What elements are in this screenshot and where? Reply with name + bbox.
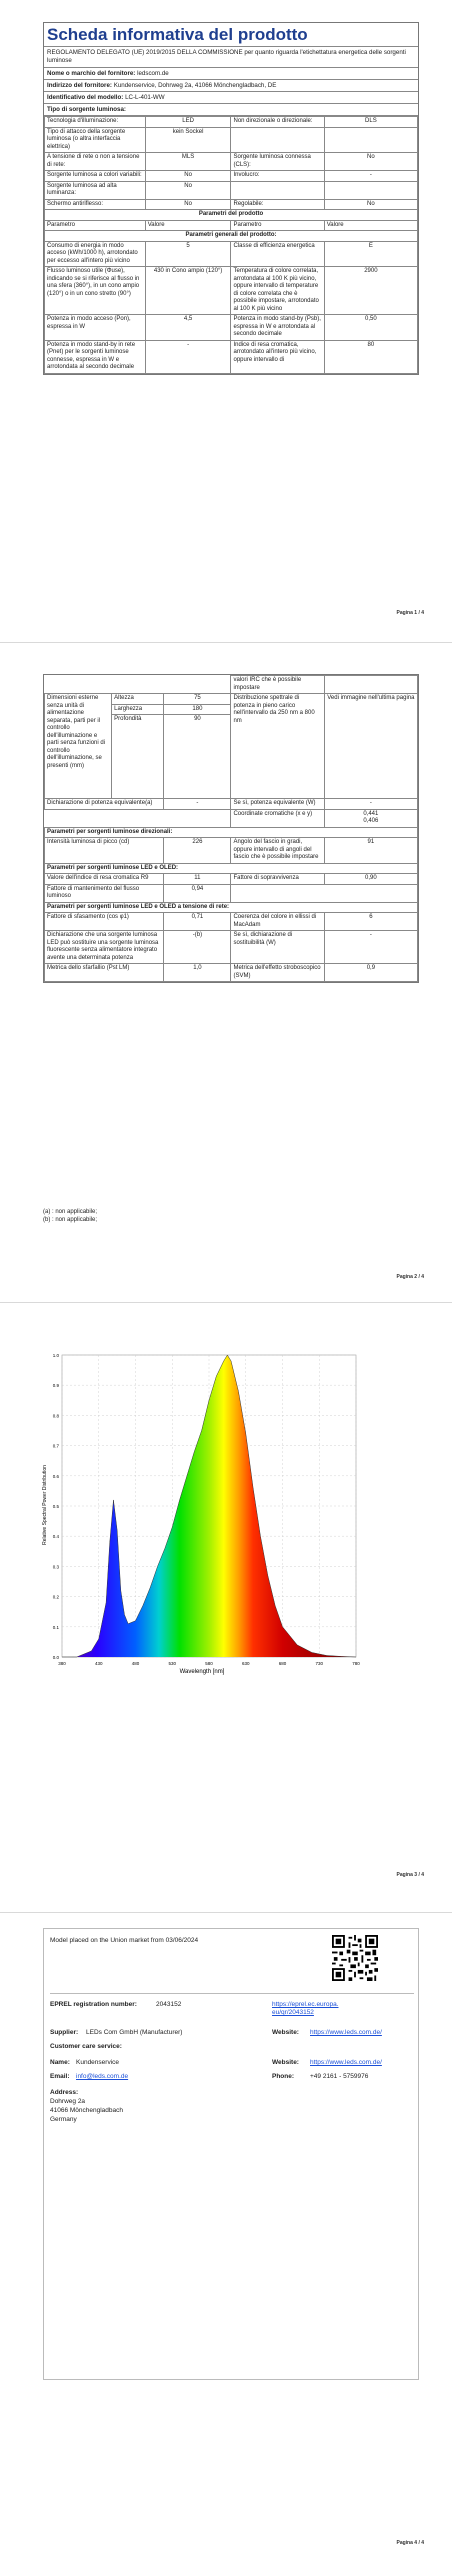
- value-cell: kein Sockel: [145, 127, 231, 153]
- x-tick-labels: [58, 1661, 360, 1666]
- table-row: [45, 340, 418, 373]
- model-market-text: Model placed on the Union market from 03/06/2024: [50, 1937, 199, 1944]
- general-header: Parametri generali del prodotto:: [45, 231, 418, 242]
- table-row: [45, 231, 418, 242]
- table-row: [45, 902, 418, 913]
- table-row: [45, 931, 418, 964]
- param-cell: Sorgente luminosa ad alta luminanza:: [45, 181, 146, 199]
- param-cell: Classe di efficienza energetica: [231, 241, 324, 267]
- dim-value: 180: [164, 704, 231, 715]
- param-cell: Sorgente luminosa a colori variabili:: [45, 171, 146, 182]
- param-cell: Indice di resa cromatica, arrotondato all'intero più vicino, oppure intervallo di: [231, 340, 324, 373]
- table-row: [45, 913, 418, 931]
- table-row: [45, 799, 418, 810]
- cri-continuation: valori IRC che è possibile impostare: [231, 676, 324, 694]
- eq-power-value2: -: [324, 799, 417, 810]
- y-tick-label: 0.8: [52, 1413, 59, 1419]
- eprel-info-card: [43, 1928, 419, 2380]
- table-row: [45, 199, 418, 210]
- param-cell: Sorgente luminosa connessa (CLS):: [231, 153, 324, 171]
- table-row: [45, 809, 418, 827]
- value-cell: [324, 127, 417, 153]
- table-row: [45, 863, 418, 874]
- value-cell: No: [145, 181, 231, 199]
- x-tick-label: 480: [131, 1661, 140, 1666]
- table-row: [45, 181, 418, 199]
- x-tick-label: 530: [168, 1661, 177, 1666]
- value-cell: 2900: [324, 267, 417, 315]
- supplier-address-label: Indirizzo del fornitore:: [47, 82, 112, 89]
- param-cell: Potenza in modo stand-by in rete (Pnet) per le sorgenti luminose connesse, espressa in W e arrotondata al secondo decimale: [45, 340, 146, 373]
- page-number: Pagina 3 / 4: [396, 1872, 424, 1878]
- dim-value: 90: [164, 715, 231, 799]
- website2-link[interactable]: https://www.leds.com.de/: [310, 2059, 382, 2066]
- phone-label: Phone:: [272, 2073, 295, 2080]
- mains-header: Parametri per sorgenti luminose LED e OLED a tensione di rete:: [45, 902, 418, 913]
- table-row: [45, 827, 418, 838]
- email-link[interactable]: info@leds.com.de: [76, 2073, 129, 2080]
- page-separator: [0, 642, 452, 643]
- chroma-value: [324, 809, 417, 827]
- chroma-label: Coordinate cromatiche (x e y): [231, 809, 324, 827]
- address-line: Dohrweg 2a: [50, 2098, 86, 2105]
- param-cell: Metrica dell'effetto stroboscopico (SVM): [231, 964, 324, 982]
- eq-power-value: -: [164, 799, 231, 810]
- supplier-address-row: [44, 80, 418, 92]
- y-tick-label: 0.7: [52, 1443, 59, 1449]
- value-cell: 0,9: [324, 964, 417, 982]
- model-id-label: Identificativo del modello:: [47, 94, 124, 101]
- value-cell: No: [324, 199, 417, 210]
- value-cell: 226: [164, 838, 231, 864]
- table-row: [45, 315, 418, 341]
- supplier-value: LEDs Com GmbH (Manufacturer): [86, 2029, 183, 2036]
- value-cell: 5: [145, 241, 231, 267]
- value-cell: [324, 181, 417, 199]
- supplier-address-value: Kundenservice, Dohrweg 2a, 41066 Mönchengladbach, DE: [113, 82, 277, 89]
- regulation-text: REGOLAMENTO DELEGATO (UE) 2019/2015 DELLA COMMISSIONE per quanto riguarda l'etichettatura energetica delle sorgenti luminose: [44, 47, 418, 68]
- value-cell: 4,5: [145, 315, 231, 341]
- value-cell: -: [145, 340, 231, 373]
- website-link[interactable]: https://www.leds.com.de/: [310, 2029, 382, 2036]
- value-cell: 11: [164, 874, 231, 885]
- page-2: [0, 660, 452, 1300]
- model-id-value: LC-L-401-WW: [125, 94, 165, 101]
- param-cell: Flusso luminoso utile (Φuse), indicando se si riferisce al flusso in una sfera (360°), in un cono ampio (120°) o in un cono stretto (90°): [45, 267, 146, 315]
- supplier-name-value: ledscom.de: [137, 70, 169, 77]
- value-cell: -: [324, 171, 417, 182]
- x-tick-label: 580: [205, 1661, 213, 1666]
- param-cell: [231, 181, 324, 199]
- param-cell: Coerenza del colore in ellissi di MacAdam: [231, 913, 324, 931]
- value-cell: No: [324, 153, 417, 171]
- param-cell: Se sì, dichiarazione di sostituibilità (W): [231, 931, 324, 964]
- value-cell: No: [145, 171, 231, 182]
- y-tick-label: 0.5: [52, 1504, 59, 1509]
- value-cell: E: [324, 241, 417, 267]
- col-header-param: Parametro: [45, 220, 146, 231]
- param-cell: Fattore di sopravvivenza: [231, 874, 324, 885]
- value-cell: No: [145, 199, 231, 210]
- table-row: [45, 171, 418, 182]
- led-oled-header: Parametri per sorgenti luminose LED e OLED:: [45, 863, 418, 874]
- param-cell: Regolabile:: [231, 199, 324, 210]
- table-row: [45, 838, 418, 864]
- x-axis-label: Wavelength [nm]: [179, 1669, 225, 1675]
- footnote-b: (b) : non applicabile;: [43, 1217, 98, 1223]
- page-separator: [0, 1302, 452, 1303]
- page-number: Pagina 2 / 4: [396, 1274, 424, 1280]
- value-cell: 6: [324, 913, 417, 931]
- value-cell: -(b): [164, 931, 231, 964]
- address-line: Germany: [50, 2116, 77, 2123]
- y-tick-label: 0.0: [52, 1655, 59, 1660]
- footnote-a: (a) : non applicabile;: [43, 1209, 98, 1215]
- x-tick-label: 780: [352, 1661, 360, 1666]
- type-label: Tipo di sorgente luminosa:: [47, 106, 126, 113]
- name-label: Name:: [50, 2059, 70, 2066]
- address-line: 41066 Mönchengladbach: [50, 2107, 124, 2114]
- value-cell: 1,0: [164, 964, 231, 982]
- supplier-name-label: Nome o marchio del fornitore:: [47, 70, 136, 77]
- dim-key: Profondità: [112, 715, 164, 799]
- page-1: [0, 0, 452, 640]
- customer-care-label: Customer care service:: [50, 2043, 122, 2050]
- param-cell: A tensione di rete o non a tensione di rete:: [45, 153, 146, 171]
- y-tick-label: 0.1: [52, 1624, 59, 1630]
- param-cell: Angolo del fascio in gradi, oppure intervallo di angoli del fascio che è possibile impostare: [231, 838, 324, 864]
- col-header-value: Valore: [145, 220, 231, 231]
- value-cell: 0,94: [164, 884, 231, 902]
- footnotes: [43, 1208, 97, 1224]
- page-number: Pagina 1 / 4: [396, 610, 424, 616]
- name-value: Kundenservice: [76, 2059, 119, 2066]
- value-cell: 80: [324, 340, 417, 373]
- table-row: [45, 127, 418, 153]
- eq-power-label: Dichiarazione di potenza equivalente(a): [45, 799, 164, 810]
- page-title: Scheda informativa del prodotto: [44, 23, 418, 47]
- eprel-link[interactable]: https://eprel.ec.europa.eu/qr/2043152: [272, 2001, 339, 2016]
- y-tick-labels: [53, 1353, 60, 1660]
- param-cell: Valore dell'indice di resa cromatica R9: [45, 874, 164, 885]
- table-row: [45, 694, 418, 705]
- spectral-value: Vedi immagine nell'ultima pagina: [324, 694, 417, 799]
- param-cell: Non direzionale o direzionale:: [231, 117, 324, 128]
- address-label: Address:: [50, 2089, 79, 2096]
- param-cell: Consumo di energia in modo acceso (kWh/1000 h), arrotondato per eccesso all'intero più vicino: [45, 241, 146, 267]
- divider: [50, 1993, 414, 1994]
- website2-label: Website:: [272, 2059, 299, 2066]
- y-axis-label: Relative Spectral Power Distribution: [42, 1465, 48, 1545]
- dim-key: Altezza: [112, 694, 164, 705]
- table-row: [45, 153, 418, 171]
- param-cell: Schermo antiriflesso:: [45, 199, 146, 210]
- table-row: [45, 964, 418, 982]
- dims-label: Dimensioni esterne senza unità di alimentazione separata, parti per il controllo dell'illuminazione e parti senza funzioni di controllo dell'illuminazione, se presenti (mm): [45, 694, 112, 799]
- value-cell: LED: [145, 117, 231, 128]
- param-cell: Involucro:: [231, 171, 324, 182]
- supplier-label: Supplier:: [50, 2029, 79, 2036]
- chroma-x: 0,441: [363, 810, 379, 817]
- y-tick-label: 1.0: [52, 1353, 59, 1358]
- y-tick-label: 0.9: [52, 1383, 59, 1389]
- value-cell: MLS: [145, 153, 231, 171]
- table-row: [45, 210, 418, 221]
- page-number: Pagina 4 / 4: [396, 2540, 424, 2546]
- qr-code-icon[interactable]: [332, 1935, 378, 1981]
- param-cell: Tecnologia d'illuminazione:: [45, 117, 146, 128]
- table-row: [45, 220, 418, 231]
- eprel-label: EPREL registration number:: [50, 2001, 137, 2008]
- email-label: Email:: [50, 2073, 70, 2080]
- table-row: [45, 874, 418, 885]
- type-table: [44, 116, 418, 374]
- param-cell: Potenza in modo stand-by (Psb), espressa in W e arrotondata al secondo decimale: [231, 315, 324, 341]
- product-sheet-frame-1: [43, 22, 419, 375]
- table-row: [45, 267, 418, 315]
- table-row: [45, 117, 418, 128]
- website-label: Website:: [272, 2029, 299, 2036]
- param-cell: Intensità luminosa di picco (cd): [45, 838, 164, 864]
- product-sheet-frame-2: [43, 674, 419, 983]
- param-cell: Temperatura di colore correlata, arrotondata al 100 K più vicino, oppure intervallo di temperature di colore correlata che è possibile impostare, arrotondato al 100 K più vicino: [231, 267, 324, 315]
- x-tick-label: 680: [278, 1661, 287, 1666]
- param-cell: Fattore di sfasamento (cos φ1): [45, 913, 164, 931]
- table-row: [45, 676, 418, 694]
- y-tick-label: 0.4: [52, 1534, 59, 1540]
- param-cell: Dichiarazione che una sorgente luminosa LED può sostituire una sorgente luminosa fluorescente senza alimentatore integrato avente una determinata potenza: [45, 931, 164, 964]
- type-header: [44, 104, 418, 116]
- value-cell: DLS: [324, 117, 417, 128]
- page-separator: [0, 1912, 452, 1913]
- col-header-param: Parametro: [231, 220, 324, 231]
- model-id-row: [44, 92, 418, 104]
- param-cell: [231, 127, 324, 153]
- param-cell: Potenza in modo acceso (Pon), espressa in W: [45, 315, 146, 341]
- phone-value: +49 2161 - 5759976: [310, 2073, 369, 2080]
- chroma-y: 0,406: [363, 818, 379, 824]
- x-tick-label: 380: [58, 1661, 66, 1666]
- value-cell: 91: [324, 838, 417, 864]
- y-tick-label: 0.6: [52, 1473, 59, 1479]
- value-cell: 0,90: [324, 874, 417, 885]
- value-cell: -: [324, 931, 417, 964]
- params-header: Parametri del prodotto: [45, 210, 418, 221]
- dims-table: [44, 675, 418, 982]
- dim-value: 75: [164, 694, 231, 705]
- table-row: [45, 241, 418, 267]
- spectral-label: Distribuzione spettrale di potenza in pieno carico nell'intervallo da 250 nm a 800 nm: [231, 694, 324, 799]
- value-cell: 0,71: [164, 913, 231, 931]
- x-tick-label: 730: [315, 1661, 324, 1666]
- directional-header: Parametri per sorgenti luminose direzionali:: [45, 827, 418, 838]
- eq-power-label2: Se sì, potenza equivalente (W): [231, 799, 324, 810]
- eprel-value: 2043152: [156, 2001, 182, 2008]
- param-cell: Tipo di attacco della sorgente luminosa (o altra interfaccia elettrica): [45, 127, 146, 153]
- supplier-name-row: [44, 68, 418, 80]
- value-cell: 430 in Cono ampio (120°): [145, 267, 231, 315]
- y-tick-label: 0.2: [52, 1594, 59, 1600]
- param-cell: Metrica dello sfarfallio (Pst LM): [45, 964, 164, 982]
- dim-key: Larghezza: [112, 704, 164, 715]
- col-header-value: Valore: [324, 220, 417, 231]
- y-tick-label: 0.3: [52, 1564, 59, 1570]
- x-tick-label: 630: [241, 1661, 250, 1666]
- x-tick-label: 430: [94, 1661, 103, 1666]
- param-cell: Fattore di mantenimento del flusso luminoso: [45, 884, 164, 902]
- spectral-distribution-chart: [38, 1345, 378, 1685]
- value-cell: 0,50: [324, 315, 417, 341]
- table-row: [45, 884, 418, 902]
